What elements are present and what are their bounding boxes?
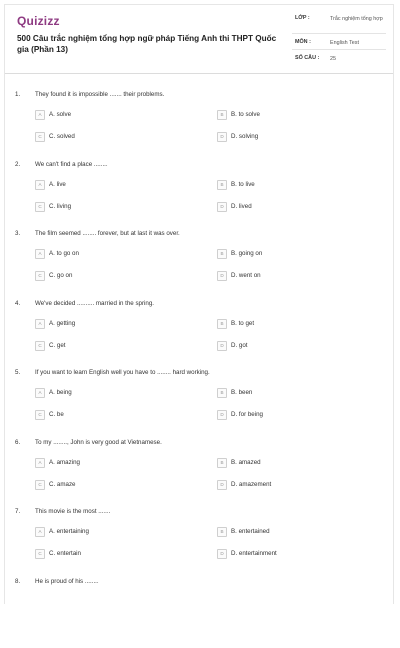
class-value: Trắc nghiệm tổng hợp	[330, 16, 383, 22]
question-item	[5, 161, 393, 231]
option-text: D. went on	[231, 272, 261, 279]
option-letter-box: A	[35, 319, 45, 329]
question-item	[5, 578, 393, 648]
question-text: We've decided .......... married in the spring.	[35, 299, 155, 307]
class-label: LỚP :	[295, 15, 310, 21]
option-letter-box: B	[217, 249, 227, 259]
subject-value: English Test	[330, 40, 359, 46]
question-number: 6.	[15, 438, 21, 446]
count-label: SỐ CÂU :	[295, 55, 320, 61]
option-letter-box: A	[35, 180, 45, 190]
option-text: C. living	[49, 202, 72, 210]
option-letter-box: A	[35, 527, 45, 537]
question-item	[5, 369, 393, 439]
option-text: A. live	[49, 180, 66, 188]
option-text: C. go on	[49, 272, 73, 279]
option-letter-box: B	[217, 110, 227, 120]
question-number: 3.	[15, 230, 21, 237]
option-letter-box: B	[217, 527, 227, 537]
option-letter-box: D	[217, 549, 227, 559]
option-text: C. amaze	[49, 480, 76, 488]
option-text: D. for being	[231, 411, 263, 418]
option-text: A. being	[49, 389, 72, 396]
question-text: To my ........, John is very good at Vietnamese.	[35, 438, 162, 446]
option-text: D. entertainment	[231, 550, 277, 557]
option-text: B. been	[231, 389, 253, 396]
option-text: A. getting	[49, 319, 76, 327]
option-letter-box: C	[35, 410, 45, 420]
option-letter-box: D	[217, 410, 227, 420]
option-text: D. got	[231, 341, 248, 349]
quizizz-logo[interactable]: Quizizz	[17, 14, 60, 28]
option-text: A. solve	[49, 111, 72, 118]
option-letter-box: C	[35, 341, 45, 351]
option-text: C. entertain	[49, 550, 81, 557]
worksheet-header	[5, 5, 393, 74]
option-letter-box: C	[35, 132, 45, 142]
option-text: D. lived	[231, 202, 252, 210]
question-text: The film seemed ........ forever, but at last it was over.	[35, 230, 180, 237]
option-text: C. get	[49, 341, 66, 349]
option-letter-box: A	[35, 388, 45, 398]
option-text: D. amazement	[231, 480, 272, 488]
option-letter-box: B	[217, 458, 227, 468]
question-text: This movie is the most .......	[35, 508, 111, 515]
option-letter-box: A	[35, 249, 45, 259]
option-text: D. solving	[231, 133, 259, 140]
question-number: 4.	[15, 299, 21, 307]
question-item	[5, 300, 393, 370]
option-letter-box: C	[35, 480, 45, 490]
question-text: He is proud of his ........	[35, 577, 99, 585]
question-number: 8.	[15, 577, 21, 585]
question-item	[5, 439, 393, 509]
meta-divider	[292, 33, 386, 34]
option-text: B. entertained	[231, 528, 270, 535]
option-letter-box: C	[35, 549, 45, 559]
option-text: B. to solve	[231, 111, 260, 118]
option-letter-box: C	[35, 202, 45, 212]
option-letter-box: A	[35, 110, 45, 120]
option-text: B. to get	[231, 319, 255, 327]
option-text: A. amazing	[49, 458, 80, 466]
option-text: B. to live	[231, 180, 255, 188]
option-text: C. solved	[49, 133, 75, 140]
worksheet-page	[4, 4, 394, 604]
option-letter-box: D	[217, 132, 227, 142]
question-text: If you want to learn English well you have to ........ hard working.	[35, 369, 210, 376]
option-letter-box: B	[217, 180, 227, 190]
option-letter-box: D	[217, 480, 227, 490]
option-text: A. to go on	[49, 250, 79, 257]
question-text: They found it is impossible ....... their problems.	[35, 91, 165, 98]
option-letter-box: A	[35, 458, 45, 468]
option-letter-box: B	[217, 388, 227, 398]
option-letter-box: C	[35, 271, 45, 281]
page-title: 500 Câu trắc nghiệm tổng hợp ngữ pháp Tiếng Anh thi THPT Quốc gia (Phần 13)	[17, 34, 277, 54]
meta-divider	[292, 49, 386, 50]
meta-info-box	[292, 11, 386, 67]
option-letter-box: D	[217, 341, 227, 351]
question-number: 2.	[15, 160, 21, 168]
question-item	[5, 230, 393, 300]
option-text: C. be	[49, 411, 64, 418]
question-item	[5, 91, 393, 161]
option-letter-box: D	[217, 271, 227, 281]
option-letter-box: D	[217, 202, 227, 212]
subject-label: MÔN :	[295, 39, 311, 45]
question-number: 1.	[15, 91, 21, 98]
question-number: 7.	[15, 508, 21, 515]
option-text: B. amazed	[231, 458, 261, 466]
count-value: 25	[330, 56, 336, 62]
option-text: B. going on	[231, 250, 263, 257]
question-number: 5.	[15, 369, 21, 376]
option-text: A. entertaining	[49, 528, 89, 535]
option-letter-box: B	[217, 319, 227, 329]
question-item	[5, 508, 393, 578]
question-text: We can't find a place ........	[35, 160, 108, 168]
